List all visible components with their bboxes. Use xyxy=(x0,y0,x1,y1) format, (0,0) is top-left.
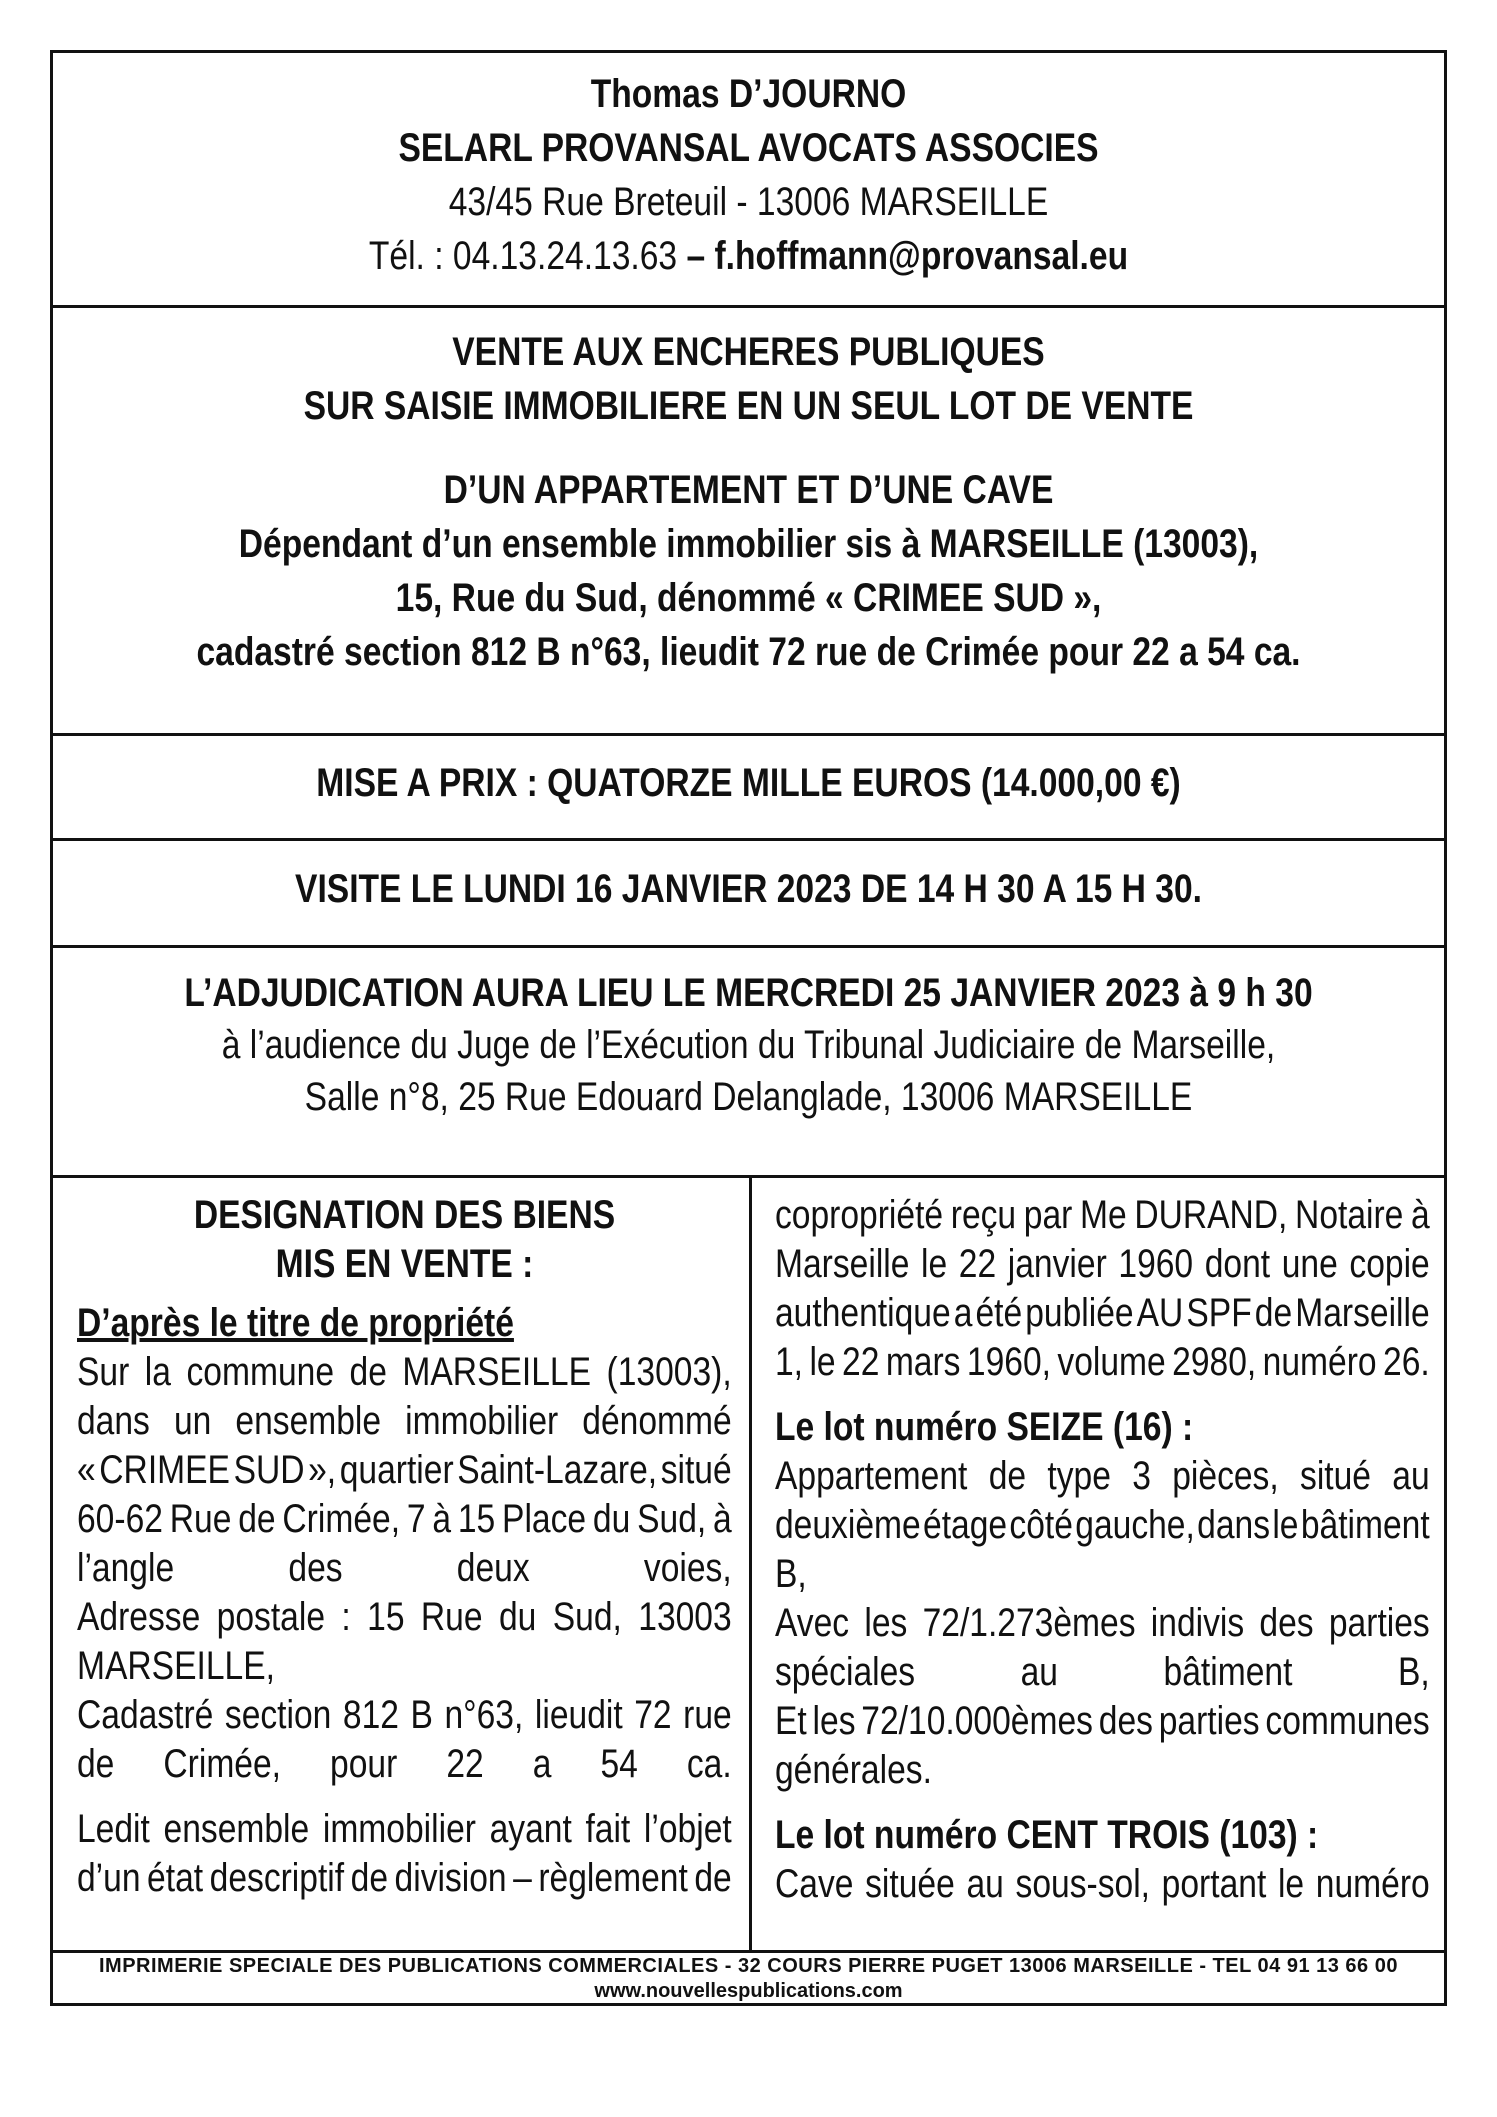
text-line: MARSEILLE, xyxy=(77,1644,275,1688)
phone: Tél. : 04.13.24.13.63 xyxy=(368,234,678,278)
text-line: d’un état descriptif de division – règlement de xyxy=(77,1856,732,1900)
title-line-6: cadastré section 812 B n°63, lieudit 72 rue de Crimée pour 22 a 54 ca. xyxy=(196,630,1301,674)
document-frame xyxy=(50,50,1447,2006)
lawyer-header xyxy=(53,53,1444,308)
title-line-5: 15, Rue du Sud, dénommé « CRIMEE SUD », xyxy=(395,576,1102,620)
contact-line xyxy=(164,229,1332,283)
designation-heading-2: MIS EN VENTE : xyxy=(275,1242,534,1286)
text-line: dans un ensemble immobilier dénommé xyxy=(77,1399,732,1443)
email[interactable]: f.hoffmann@provansal.eu xyxy=(714,234,1129,278)
text-line: spéciales au bâtiment B, xyxy=(775,1650,1430,1694)
printer-info: IMPRIMERIE SPECIALE DES PUBLICATIONS COMMERCIALES - 32 COURS PIERRE PUGET 13006 MARSEILLE - TEL 04 91 13 66 00 xyxy=(99,1955,1398,1977)
left-column xyxy=(77,1175,732,1903)
text-line: Ledit ensemble immobilier ayant fait l’objet xyxy=(77,1807,732,1851)
starting-price: MISE A PRIX : QUATORZE MILLE EUROS (14.000,00 €) xyxy=(316,761,1181,805)
text-line: Adresse postale : 15 Rue du Sud, 13003 xyxy=(77,1595,732,1639)
firm-name: SELARL PROVANSAL AVOCATS ASSOCIES xyxy=(398,126,1099,170)
starting-price-box xyxy=(53,733,1444,841)
title-line-2: SUR SAISIE IMMOBILIERE EN UN SEUL LOT DE VENTE xyxy=(303,384,1194,428)
sale-title xyxy=(53,305,1444,736)
text-line: de Crimée, pour 22 a 54 ca. xyxy=(77,1742,732,1786)
lawyer-name: Thomas D’JOURNO xyxy=(590,72,907,116)
adjudication-address: Salle n°8, 25 Rue Edouard Delanglade, 13006 MARSEILLE xyxy=(304,1075,1193,1119)
text-line: authentique a été publiée AU SPF de Marseille xyxy=(775,1291,1430,1335)
text-line: 60-62 Rue de Crimée, 7 à 15 Place du Sud, à xyxy=(77,1497,732,1541)
text-line: Cave située au sous-sol, portant le numéro xyxy=(775,1862,1430,1906)
property-description xyxy=(53,1175,1444,1953)
adjudication-court: à l’audience du Juge de l’Exécution du Tribunal Judiciaire de Marseille, xyxy=(221,1023,1276,1067)
title-deed-subheading: D’après le titre de propriété xyxy=(77,1301,514,1345)
text-line: l’angle des deux voies, xyxy=(77,1546,732,1590)
text-line: Marseille le 22 janvier 1960 dont une copie xyxy=(775,1242,1430,1286)
visit-box xyxy=(53,838,1444,948)
right-column xyxy=(775,1175,1430,1909)
lot-103-description xyxy=(775,1860,1430,1909)
firm-address: 43/45 Rue Breteuil - 13006 MARSEILLE xyxy=(448,180,1049,224)
text-line: Appartement de type 3 pièces, situé au xyxy=(775,1454,1430,1498)
printer-website[interactable]: www.nouvellespublications.com xyxy=(594,1980,903,2002)
text-line: « CRIMEE SUD », quartier Saint-Lazare, situé xyxy=(77,1448,732,1492)
text-line: Sur la commune de MARSEILLE (13003), xyxy=(77,1350,732,1394)
adjudication-box xyxy=(53,945,1444,1178)
designation-heading-1: DESIGNATION DES BIENS xyxy=(193,1193,616,1237)
text-line: Et les 72/10.000èmes des parties communes xyxy=(775,1699,1430,1743)
text-line: B, xyxy=(775,1552,807,1596)
text-line: générales. xyxy=(775,1748,932,1792)
title-line-4: Dépendant d’un ensemble immobilier sis à MARSEILLE (13003), xyxy=(238,522,1259,566)
text-line: 1, le 22 mars 1960, volume 2980, numéro 26. xyxy=(775,1340,1430,1384)
title-line-3: D’UN APPARTEMENT ET D’UNE CAVE xyxy=(443,468,1054,512)
right-paragraph-1 xyxy=(775,1191,1430,1387)
email-separator: – xyxy=(686,234,706,278)
adjudication-date: L’ADJUDICATION AURA LIEU LE MERCREDI 25 JANVIER 2023 à 9 h 30 xyxy=(184,971,1313,1015)
column-divider xyxy=(749,1175,752,1950)
left-paragraph-2 xyxy=(77,1805,732,1903)
lot-16-heading: Le lot numéro SEIZE (16) : xyxy=(775,1405,1194,1449)
printer-footer xyxy=(53,1953,1444,2003)
text-line: copropriété reçu par Me DURAND, Notaire à xyxy=(775,1193,1430,1237)
lot-103-heading: Le lot numéro CENT TROIS (103) : xyxy=(775,1813,1319,1857)
visit-date: VISITE LE LUNDI 16 JANVIER 2023 DE 14 H 30 A 15 H 30. xyxy=(295,867,1202,911)
title-line-1: VENTE AUX ENCHERES PUBLIQUES xyxy=(452,330,1045,374)
lot-16-description xyxy=(775,1452,1430,1795)
text-line: Cadastré section 812 B n°63, lieudit 72 rue xyxy=(77,1693,732,1737)
text-line: Avec les 72/1.273èmes indivis des parties xyxy=(775,1601,1430,1645)
left-paragraph-1 xyxy=(77,1348,732,1789)
text-line: deuxième étage côté gauche, dans le bâtiment xyxy=(775,1503,1430,1547)
